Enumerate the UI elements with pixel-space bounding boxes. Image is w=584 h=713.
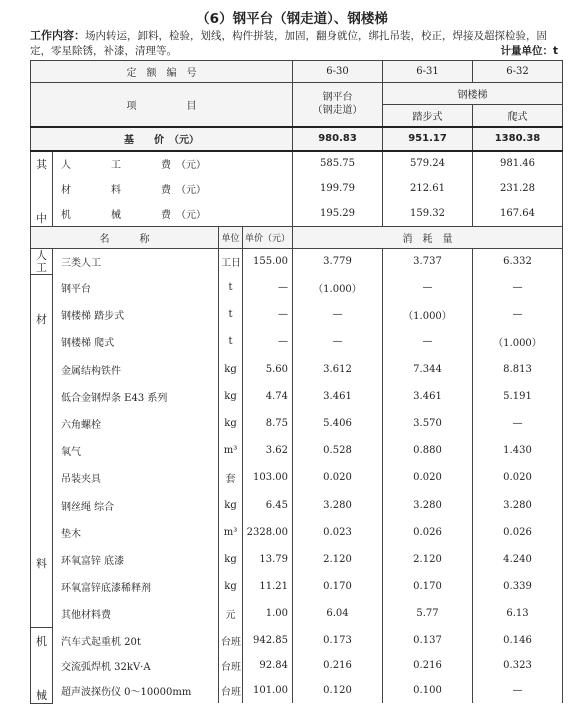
cost-value: 981.46: [473, 151, 563, 176]
base-price-label: 基 价 （元）: [31, 127, 293, 151]
quota-code-1: 6-30: [293, 61, 383, 83]
machines-value: —: [473, 678, 563, 703]
materials-name: 吊装夹具: [53, 464, 219, 491]
cost-value: 231.28: [473, 176, 563, 201]
materials-unit: m³: [219, 437, 243, 464]
materials-value: 0.023: [293, 519, 383, 546]
materials-name: 钢平台: [53, 274, 219, 301]
machines-value: 0.216: [293, 653, 383, 678]
materials-price: 3.62: [243, 437, 293, 464]
materials-side-bottom: 料: [36, 556, 47, 570]
labor-value: 6.332: [473, 248, 563, 274]
materials-price: —: [243, 274, 293, 301]
machines-name: 汽车式起重机 20t: [53, 627, 219, 652]
costs-side-bottom: 中: [36, 211, 47, 225]
machines-name: 交流弧焊机 32kV·A: [53, 653, 219, 678]
materials-value: 0.880: [383, 437, 473, 464]
costs-side-top: 其: [36, 157, 47, 171]
materials-value: —: [293, 328, 383, 355]
machines-price: 942.85: [243, 627, 293, 652]
materials-value: 5.406: [293, 410, 383, 437]
cost-value: 579.24: [383, 151, 473, 176]
materials-name: 金属结构铁件: [53, 356, 219, 383]
materials-value: 3.461: [293, 383, 383, 410]
materials-unit: kg: [219, 356, 243, 383]
materials-value: 5.77: [383, 600, 473, 627]
materials-name: 环氧富锌底漆稀释剂: [53, 573, 219, 600]
materials-price: 2328.00: [243, 519, 293, 546]
materials-price: 5.60: [243, 356, 293, 383]
machines-value: 0.323: [473, 653, 563, 678]
machines-side-top: 机: [36, 634, 47, 648]
materials-name: 钢楼梯 爬式: [53, 328, 219, 355]
materials-unit: kg: [219, 546, 243, 573]
work-content-text: 场内转运，卸料，检验，划线，构件拼装，加固，翻身就位，绑扎吊装，校正，焊接及超探检验，固定，零星除锈，补漆，清理等。: [30, 30, 547, 57]
detail-price-header: 单价（元）: [243, 226, 293, 248]
page-title: （6）钢平台（钢走道）、钢楼梯: [196, 11, 388, 27]
base-price-3: 1380.38: [473, 127, 563, 151]
cost-value: 195.29: [293, 201, 383, 226]
quota-code-2: 6-31: [383, 61, 473, 83]
detail-consumption-header: 消 耗 量: [293, 226, 563, 248]
cost-label: 人 工 费 （元）: [53, 151, 293, 176]
materials-name: 六角螺栓: [53, 410, 219, 437]
materials-value: 0.339: [473, 573, 563, 600]
materials-value: —: [473, 410, 563, 437]
materials-unit: kg: [219, 410, 243, 437]
materials-value: 4.240: [473, 546, 563, 573]
materials-price: —: [243, 301, 293, 328]
machines-unit: 台班: [219, 653, 243, 678]
costs-side-label: [31, 151, 53, 227]
stair-label: 钢楼梯: [383, 83, 563, 105]
materials-value: —: [383, 328, 473, 355]
materials-unit: 元: [219, 600, 243, 627]
materials-unit: m³: [219, 519, 243, 546]
materials-value: —: [383, 274, 473, 301]
materials-value: 0.020: [383, 464, 473, 491]
materials-unit: kg: [219, 573, 243, 600]
materials-side-label: [31, 274, 53, 627]
materials-price: —: [243, 328, 293, 355]
materials-price: 1.00: [243, 600, 293, 627]
materials-price: 6.45: [243, 492, 293, 519]
materials-value: 0.020: [293, 464, 383, 491]
materials-value: （1.000）: [473, 328, 563, 355]
machines-price: 101.00: [243, 678, 293, 703]
materials-value: 0.026: [473, 519, 563, 546]
materials-name: 钢丝绳 综合: [53, 492, 219, 519]
measurement-unit: 计量单位：t: [500, 45, 558, 57]
materials-price: 11.21: [243, 573, 293, 600]
materials-name: 其他材料费: [53, 600, 219, 627]
materials-value: —: [293, 301, 383, 328]
materials-name: 环氧富锌 底漆: [53, 546, 219, 573]
cost-value: 199.79: [293, 176, 383, 201]
materials-unit: t: [219, 301, 243, 328]
materials-value: 0.170: [293, 573, 383, 600]
machines-side-label: [31, 627, 53, 703]
materials-value: 7.344: [383, 356, 473, 383]
detail-name-header: 名 称: [31, 226, 219, 248]
machines-value: 0.216: [383, 653, 473, 678]
materials-value: 0.020: [473, 464, 563, 491]
cost-label: 材 料 费 （元）: [53, 176, 293, 201]
materials-value: 3.280: [293, 492, 383, 519]
materials-value: 3.461: [383, 383, 473, 410]
materials-name: 低合金钢焊条 E43 系列: [53, 383, 219, 410]
materials-value: （1.000）: [293, 274, 383, 301]
cost-value: 159.32: [383, 201, 473, 226]
machines-unit: 台班: [219, 627, 243, 652]
materials-value: 6.04: [293, 600, 383, 627]
machines-side-bottom: 械: [36, 688, 47, 702]
materials-unit: kg: [219, 383, 243, 410]
materials-value: 0.528: [293, 437, 383, 464]
item-label: 项 目: [31, 83, 293, 127]
quota-code-3: 6-32: [473, 61, 563, 83]
materials-name: 垫木: [53, 519, 219, 546]
materials-name: 氧气: [53, 437, 219, 464]
materials-value: 1.430: [473, 437, 563, 464]
base-price-2: 951.17: [383, 127, 473, 151]
materials-value: 8.813: [473, 356, 563, 383]
machines-value: 0.120: [293, 678, 383, 703]
materials-value: 3.280: [473, 492, 563, 519]
work-content: [30, 29, 560, 58]
materials-value: 2.120: [383, 546, 473, 573]
materials-unit: kg: [219, 492, 243, 519]
machines-value: 0.146: [473, 627, 563, 652]
materials-value: 0.026: [383, 519, 473, 546]
labor-unit: 工日: [219, 248, 243, 274]
cost-label: 机 械 费 （元）: [53, 201, 293, 226]
materials-value: 6.13: [473, 600, 563, 627]
quota-no-label: 定 额 编 号: [31, 61, 293, 83]
materials-value: —: [473, 274, 563, 301]
materials-value: 3.280: [383, 492, 473, 519]
materials-unit: t: [219, 274, 243, 301]
machines-name: 超声波探伤仪 0～10000mm: [53, 678, 219, 703]
materials-price: 103.00: [243, 464, 293, 491]
materials-value: 0.170: [383, 573, 473, 600]
labor-value: 3.737: [383, 248, 473, 274]
quota-table: [30, 60, 563, 704]
materials-price: 4.74: [243, 383, 293, 410]
machines-unit: 台班: [219, 678, 243, 703]
materials-price: 13.79: [243, 546, 293, 573]
work-content-label: 工作内容：: [30, 29, 85, 42]
materials-value: 5.191: [473, 383, 563, 410]
materials-price: 8.75: [243, 410, 293, 437]
materials-value: 2.120: [293, 546, 383, 573]
machines-value: 0.137: [383, 627, 473, 652]
labor-value: 3.779: [293, 248, 383, 274]
cost-value: 167.64: [473, 201, 563, 226]
detail-unit-header: 单位: [219, 226, 243, 248]
machines-value: 0.100: [383, 678, 473, 703]
labor-price: 155.00: [243, 248, 293, 274]
base-price-1: 980.83: [293, 127, 383, 151]
materials-value: （1.000）: [383, 301, 473, 328]
materials-unit: t: [219, 328, 243, 355]
machines-price: 92.84: [243, 653, 293, 678]
labor-side-label: 人 工: [31, 248, 53, 274]
materials-side-top: 材: [36, 312, 47, 326]
machines-value: 0.173: [293, 627, 383, 652]
materials-value: 3.612: [293, 356, 383, 383]
col1-name: 钢平台 （钢走道）: [293, 83, 383, 127]
materials-value: 3.570: [383, 410, 473, 437]
labor-name: 三类人工: [53, 248, 219, 274]
cost-value: 585.75: [293, 151, 383, 176]
materials-name: 钢楼梯 踏步式: [53, 301, 219, 328]
cost-value: 212.61: [383, 176, 473, 201]
materials-value: —: [473, 301, 563, 328]
materials-unit: 套: [219, 464, 243, 491]
col3-name: 爬式: [473, 105, 563, 127]
col2-name: 踏步式: [383, 105, 473, 127]
